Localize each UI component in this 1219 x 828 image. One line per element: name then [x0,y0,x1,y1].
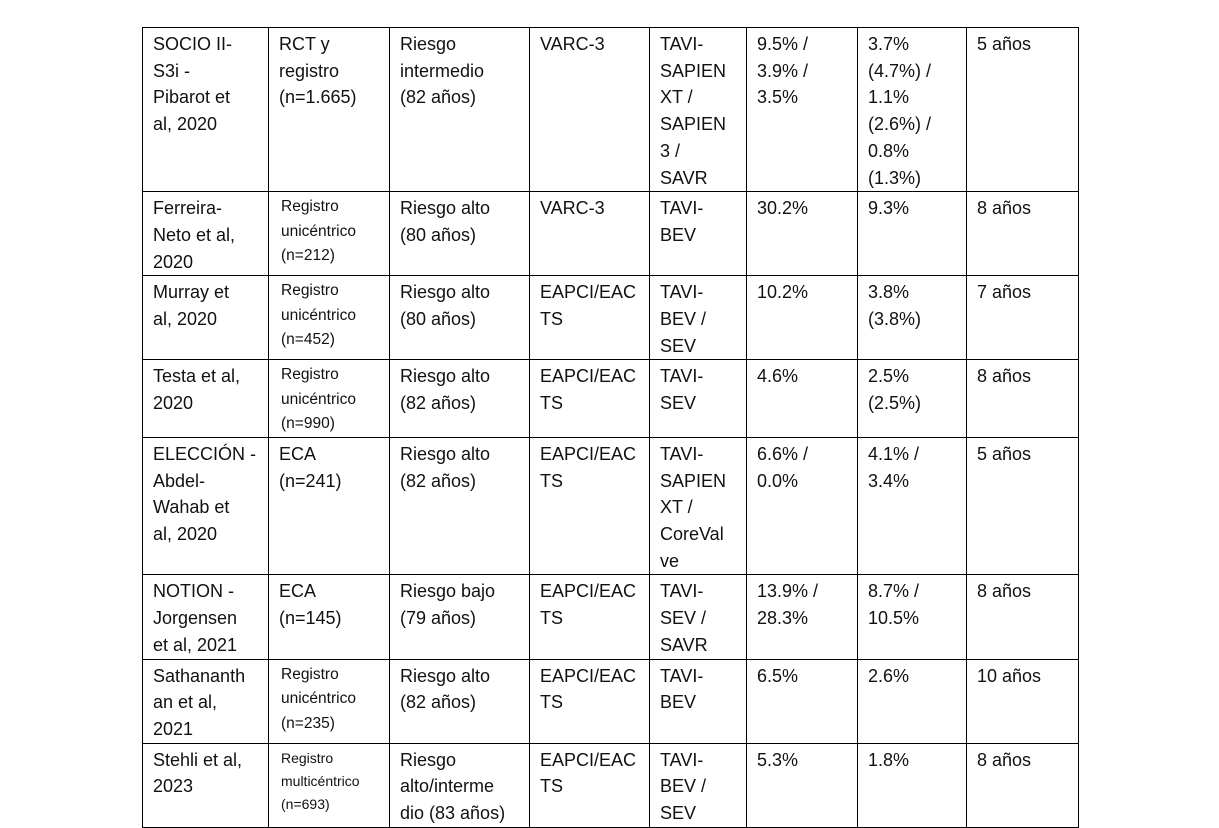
cell-text-line: 10.2% [757,282,809,303]
cell-text-line: (n=235) [281,714,335,732]
percent-2-cell [858,575,967,659]
percent-1-cell [747,437,858,575]
cell-text-line: Abdel- [153,470,206,491]
cell-text-line: XT / [660,87,693,108]
cell-text-line: 9.3% [868,198,910,219]
table-row [143,360,1079,438]
cell-text-line: SAPIEN [660,470,727,491]
cell-text-line: CoreVal [660,524,724,545]
risk-cell [390,28,530,192]
study-cell [143,659,269,743]
cell-text-line: 8.7% / [868,581,920,602]
cell-text-line: 2023 [153,776,194,797]
cell-text-line: (82 años) [400,470,477,491]
cell-text-line: Registro [281,366,339,384]
cell-text-line: TAVI- [660,282,704,303]
cell-text-line: unicéntrico [281,306,356,324]
study-cell [143,360,269,438]
percent-2-cell [858,360,967,438]
valve-cell [650,28,747,192]
cell-text-line: (80 años) [400,224,477,245]
risk-cell [390,276,530,360]
study-cell [143,575,269,659]
risk-cell [390,575,530,659]
cell-text-line: VARC-3 [540,34,605,54]
study-cell [143,28,269,192]
cell-text-line: Registro [281,749,334,766]
cell-text-line: 2.6% [868,665,910,686]
cell-text-line: 4.6% [757,366,799,387]
cell-text-line: (2.6%) / [868,114,932,135]
design-cell [269,192,390,276]
cell-text-line: ELECCIÓN - [153,443,257,464]
cell-text-line: (n=452) [281,331,335,349]
valve-cell [650,360,747,438]
cell-text-line: Neto et al, [153,224,236,245]
cell-text-line: (2.5%) [868,393,922,414]
cell-text-line: dio (83 años) [400,803,506,824]
criteria-cell [530,360,650,438]
cell-text-line: registro [279,60,340,81]
cell-text-line: Stehli et al, [153,749,243,770]
cell-text-line: al, 2020 [153,114,218,135]
cell-text-line: TS [540,692,564,713]
risk-cell [390,437,530,575]
cell-text-line: Registro [281,665,339,683]
cell-text-line: 8 años [977,749,1032,770]
cell-text-line: et al, 2021 [153,634,238,655]
followup-cell [967,659,1079,743]
criteria-cell [530,28,650,192]
cell-text-line: Murray et [153,282,230,303]
followup-cell [967,360,1079,438]
cell-text-line: (82 años) [400,87,477,108]
cell-text-line: Riesgo alto [400,198,491,219]
design-cell [269,437,390,575]
cell-text-line: S3i - [153,60,191,81]
cell-text-line: 4.1% / [868,443,920,464]
cell-text-line: Riesgo bajo [400,581,496,602]
cell-text-line: EAPCI/EAC [540,282,637,303]
followup-cell [967,276,1079,360]
cell-text-line: TS [540,309,564,330]
table-row [143,28,1079,192]
table-row [143,192,1079,276]
cell-text-line: (n=990) [281,415,335,433]
followup-cell [967,28,1079,192]
study-cell [143,192,269,276]
cell-text-line: Pibarot et [153,87,231,108]
cell-text-line: NOTION - [153,581,234,602]
cell-text-line: Ferreira- [153,198,223,219]
cell-text-line: (n=145) [279,608,342,629]
criteria-cell [530,276,650,360]
cell-text-line: Riesgo [400,749,457,770]
cell-text-line: intermedio [400,60,485,81]
cell-text-line: (79 años) [400,608,477,629]
cell-text-line: 6.6% / [757,443,809,464]
study-cell [143,743,269,827]
table-row [143,659,1079,743]
cell-text-line: TAVI- [660,665,704,686]
risk-cell [390,659,530,743]
cell-text-line: TS [540,776,564,797]
cell-text-line: (82 años) [400,692,477,713]
cell-text-line: Registro [281,198,339,216]
percent-2-cell [858,192,967,276]
cell-text-line: al, 2020 [153,524,218,545]
cell-text-line: 3.5% [757,87,799,108]
design-cell [269,276,390,360]
percent-2-cell [858,437,967,575]
cell-text-line: 5 años [977,34,1032,54]
cell-text-line: SAVR [660,167,708,188]
design-cell [269,28,390,192]
cell-text-line: TAVI- [660,366,704,387]
cell-text-line: 3.9% / [757,60,809,81]
percent-1-cell [747,28,858,192]
cell-text-line: 5.3% [757,749,799,770]
criteria-cell [530,192,650,276]
percent-1-cell [747,659,858,743]
followup-cell [967,192,1079,276]
cell-text-line: unicéntrico [281,690,356,708]
cell-text-line: TAVI- [660,749,704,770]
cell-text-line: 3.4% [868,470,910,491]
cell-text-line: 8 años [977,198,1032,219]
risk-cell [390,743,530,827]
cell-text-line: EAPCI/EAC [540,443,637,464]
cell-text-line: Riesgo alto [400,665,491,686]
cell-text-line: 2020 [153,251,194,272]
cell-text-line: SEV / [660,608,707,629]
cell-text-line: SEV [660,393,697,414]
cell-text-line: EAPCI/EAC [540,366,637,387]
cell-text-line: (80 años) [400,309,477,330]
table-row [143,575,1079,659]
cell-text-line: alto/interme [400,776,495,797]
table-row [143,743,1079,827]
cell-text-line: 3 / [660,140,681,161]
cell-text-line: unicéntrico [281,222,356,240]
percent-2-cell [858,743,967,827]
cell-text-line: Riesgo alto [400,282,491,303]
cell-text-line: BEV [660,692,697,713]
table-body [143,28,1079,828]
cell-text-line: SEV [660,335,697,356]
cell-text-line: Registro [281,282,339,300]
cell-text-line: 2021 [153,718,194,739]
cell-text-line: 8 años [977,581,1032,602]
cell-text-line: 3.7% [868,34,910,54]
cell-text-line: TS [540,608,564,629]
cell-text-line: Testa et al, [153,366,241,387]
cell-text-line: (1.3%) [868,167,922,188]
cell-text-line: 13.9% / [757,581,819,602]
cell-text-line: ECA [279,443,317,464]
cell-text-line: 10 años [977,665,1042,686]
cell-text-line: EAPCI/EAC [540,749,637,770]
studies-table [142,27,1079,828]
cell-text-line: Wahab et [153,497,230,518]
cell-text-line: ECA [279,581,317,602]
cell-text-line: EAPCI/EAC [540,665,637,686]
percent-2-cell [858,659,967,743]
cell-text-line: 7 años [977,282,1032,303]
cell-text-line: TAVI- [660,34,704,54]
design-cell [269,743,390,827]
cell-text-line: EAPCI/EAC [540,581,637,602]
cell-text-line: 9.5% / [757,34,809,54]
cell-text-line: multicéntrico [281,772,360,789]
cell-text-line: BEV / [660,309,707,330]
cell-text-line: 6.5% [757,665,799,686]
percent-2-cell [858,28,967,192]
cell-text-line: (82 años) [400,393,477,414]
cell-text-line: 10.5% [868,608,920,629]
valve-cell [650,575,747,659]
cell-text-line: an et al, [153,692,218,713]
cell-text-line: Sathananth [153,665,246,686]
criteria-cell [530,575,650,659]
cell-text-line: SAPIEN [660,60,727,81]
table-row [143,276,1079,360]
cell-text-line: TAVI- [660,581,704,602]
cell-text-line: TAVI- [660,198,704,219]
percent-1-cell [747,276,858,360]
cell-text-line: 0.0% [757,470,799,491]
cell-text-line: SAVR [660,634,708,655]
cell-text-line: TAVI- [660,443,704,464]
cell-text-line: 1.1% [868,87,910,108]
study-cell [143,276,269,360]
valve-cell [650,276,747,360]
cell-text-line: SOCIO II- [153,34,233,54]
cell-text-line: BEV / [660,776,707,797]
cell-text-line: Jorgensen [153,608,238,629]
criteria-cell [530,437,650,575]
cell-text-line: (n=1.665) [279,87,357,108]
cell-text-line: 8 años [977,366,1032,387]
design-cell [269,659,390,743]
cell-text-line: 30.2% [757,198,809,219]
cell-text-line: SAPIEN [660,114,727,135]
percent-1-cell [747,360,858,438]
cell-text-line: Riesgo alto [400,366,491,387]
cell-text-line: 1.8% [868,749,910,770]
risk-cell [390,360,530,438]
valve-cell [650,659,747,743]
criteria-cell [530,659,650,743]
cell-text-line: VARC-3 [540,198,605,219]
followup-cell [967,743,1079,827]
percent-1-cell [747,192,858,276]
cell-text-line: al, 2020 [153,309,218,330]
cell-text-line: ve [660,550,680,571]
study-cell [143,437,269,575]
cell-text-line: 2.5% [868,366,910,387]
risk-cell [390,192,530,276]
cell-text-line: 0.8% [868,140,910,161]
cell-text-line: 3.8% [868,282,910,303]
percent-1-cell [747,575,858,659]
cell-text-line: (3.8%) [868,309,922,330]
cell-text-line: 2020 [153,393,194,414]
cell-text-line: SEV [660,803,697,824]
valve-cell [650,192,747,276]
cell-text-line: RCT y [279,34,330,54]
cell-text-line: (4.7%) / [868,60,932,81]
percent-2-cell [858,276,967,360]
design-cell [269,575,390,659]
cell-text-line: TS [540,393,564,414]
percent-1-cell [747,743,858,827]
followup-cell [967,575,1079,659]
cell-text-line: Riesgo alto [400,443,491,464]
cell-text-line: (n=693) [281,795,330,812]
design-cell [269,360,390,438]
cell-text-line: (n=241) [279,470,342,491]
followup-cell [967,437,1079,575]
cell-text-line: XT / [660,497,693,518]
cell-text-line: 28.3% [757,608,809,629]
cell-text-line: BEV [660,224,697,245]
cell-text-line: 5 años [977,443,1032,464]
table-row [143,437,1079,575]
valve-cell [650,743,747,827]
valve-cell [650,437,747,575]
cell-text-line: (n=212) [281,247,335,265]
cell-text-line: TS [540,470,564,491]
cell-text-line: Riesgo [400,34,457,54]
cell-text-line: unicéntrico [281,390,356,408]
criteria-cell [530,743,650,827]
